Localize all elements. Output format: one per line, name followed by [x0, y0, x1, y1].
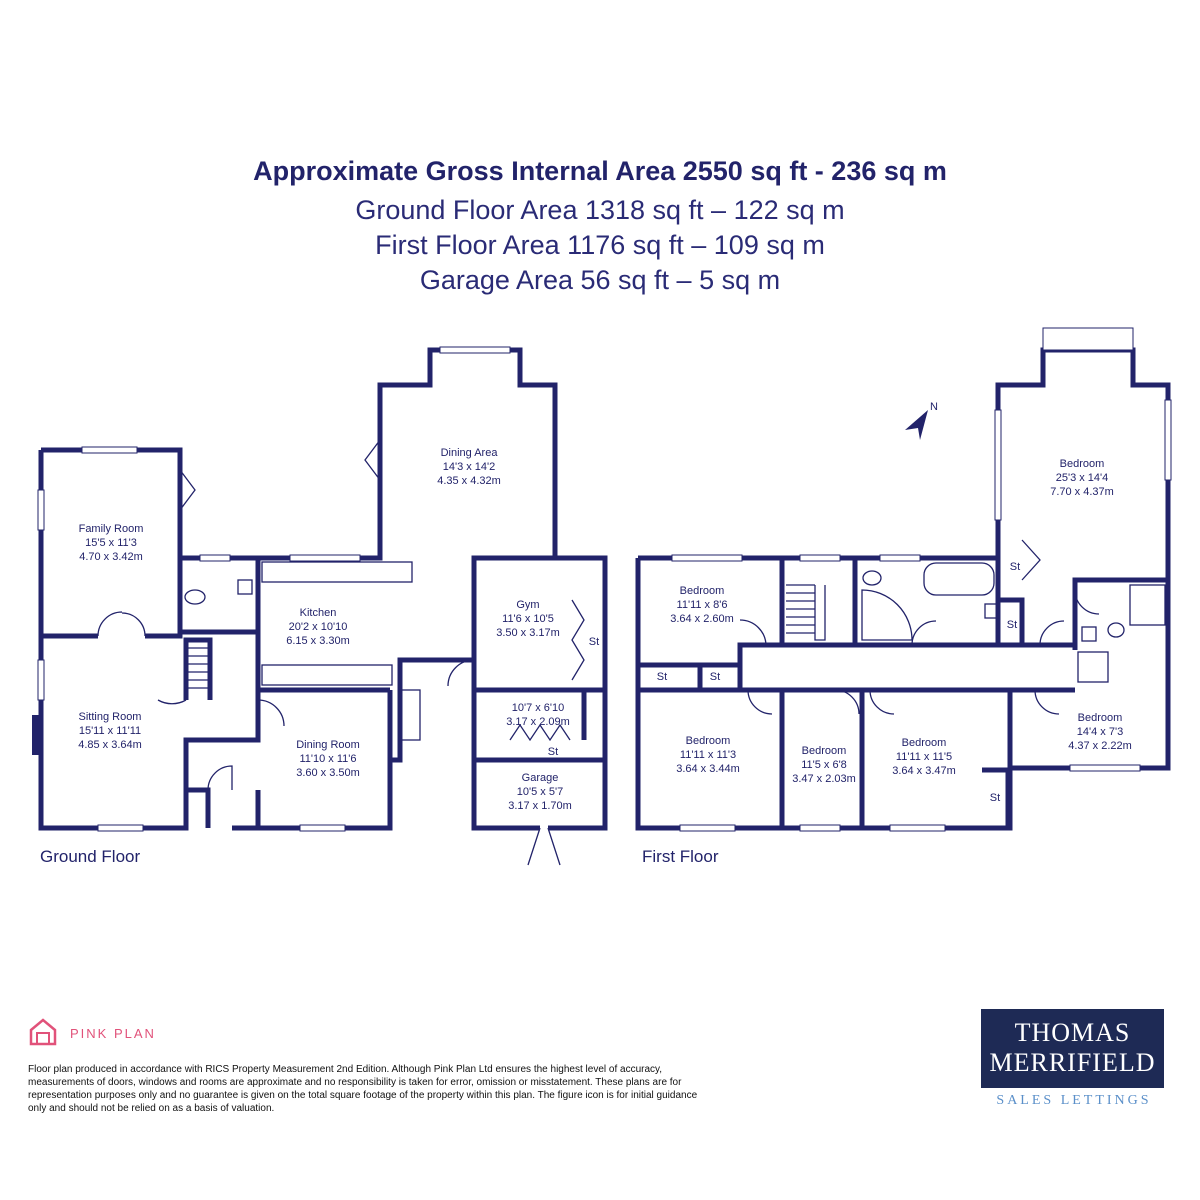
brand-subtitle: SALES LETTINGS — [996, 1093, 1152, 1108]
window-family-left — [38, 490, 44, 530]
first-floor-label: First Floor — [642, 847, 719, 866]
door-dining-room — [258, 700, 284, 726]
brand-line1: THOMAS — [1014, 1018, 1131, 1047]
wall-family-sitting — [41, 558, 180, 636]
store-label-first-3: St — [1009, 561, 1021, 573]
wall-family-block — [41, 450, 258, 828]
room-name-dining-room: Dining Room — [296, 739, 360, 751]
door-utility — [448, 660, 474, 686]
pink-plan-wordmark: PINK PLAN — [70, 1026, 156, 1041]
door-master-store — [1022, 540, 1040, 580]
ground-floor-plan — [32, 347, 605, 865]
room-imperial-dining-room: 11'10 x 11'6 — [299, 753, 357, 765]
thomas-merrifield-logo — [981, 1009, 1164, 1088]
wc-toilet — [185, 590, 205, 604]
door-family-double — [98, 612, 145, 636]
room-name-bed3: Bedroom — [801, 745, 847, 757]
door-ensuite — [1075, 590, 1099, 614]
window-master-left — [995, 410, 1001, 520]
window-stairs-top — [800, 555, 840, 561]
room-metric-bed4: 3.64 x 3.47m — [892, 765, 956, 777]
room-name-family: Family Room — [78, 523, 144, 535]
wall-first-bath — [782, 558, 1022, 645]
store-label-first-1: St — [656, 671, 668, 683]
total-area-heading: Approximate Gross Internal Area 2550 sq ft - 236 sq m — [253, 156, 947, 186]
window-dining-area-top — [440, 347, 510, 353]
window-dining-bottom — [300, 825, 345, 831]
room-metric-kitchen: 6.15 x 3.30m — [286, 635, 350, 647]
room-imperial-master: 25'3 x 14'4 — [1055, 472, 1109, 484]
north-label: N — [930, 401, 938, 413]
ground-floor-label: Ground Floor — [40, 847, 141, 866]
room-imperial-bed5: 14'4 x 7'3 — [1076, 726, 1124, 738]
room-imperial-garage: 10'5 x 5'7 — [516, 786, 564, 798]
window-bed3-bottom — [800, 825, 840, 831]
bath-basin — [985, 604, 997, 618]
window-sitting-left — [38, 660, 44, 700]
room-imperial-bed4: 11'11 x 11'5 — [895, 751, 953, 763]
room-name-bed4: Bedroom — [901, 737, 947, 749]
room-metric-master: 7.70 x 4.37m — [1050, 486, 1114, 498]
room-metric-sitting: 4.85 x 3.64m — [78, 739, 142, 751]
window-bed4-bottom — [890, 825, 945, 831]
stairs-ground — [188, 648, 208, 688]
room-name-bed1: Bedroom — [679, 585, 725, 597]
window-bed5-bottom — [1070, 765, 1140, 771]
room-imperial-dining-area: 14'3 x 14'2 — [442, 461, 496, 473]
door-bed5 — [1035, 690, 1059, 714]
room-imperial-sitting: 15'11 x 11'11 — [78, 725, 142, 737]
utility-sink — [400, 690, 420, 740]
wc-basin — [238, 580, 252, 594]
door-master — [1040, 621, 1064, 645]
room-metric-gym: 3.50 x 3.17m — [496, 627, 560, 639]
room-imperial-store-ground: 10'7 x 6'10 — [511, 702, 565, 714]
door-bed1 — [740, 620, 766, 646]
store-label-gym: St — [588, 636, 600, 648]
room-metric-bed2: 3.64 x 3.44m — [676, 763, 740, 775]
room-name-gym: Gym — [516, 599, 540, 611]
room-name-dining-area: Dining Area — [440, 447, 498, 459]
shower-quadrant — [862, 590, 912, 640]
wall-porch — [186, 790, 258, 828]
room-name-sitting: Sitting Room — [78, 711, 142, 723]
wall-stairs — [186, 640, 210, 700]
door-bed2 — [748, 690, 772, 714]
brand-line2: MERRIFIELD — [989, 1048, 1156, 1077]
room-imperial-kitchen: 20'2 x 10'10 — [288, 621, 348, 633]
room-name-master: Bedroom — [1059, 458, 1105, 470]
room-imperial-gym: 11'6 x 10'5 — [502, 613, 554, 625]
room-imperial-family: 15'5 x 11'3 — [85, 537, 137, 549]
room-metric-bed3: 3.47 x 2.03m — [792, 773, 856, 785]
fireplace — [32, 715, 41, 755]
window-master-right — [1165, 400, 1171, 480]
room-metric-bed1: 3.64 x 2.60m — [670, 613, 734, 625]
disclaimer-text: Floor plan produced in accordance with RICS Property Measurement 2nd Edition. Although Pink Plan Ltd ensures the highest level of accuracy, measurements of doors, windows and rooms are approximate and no responsibility is taken for error, omission or misstatement. These plans are for representation purposes only and no guarantee is given on the total square footage of the property within this plan. The figure icon is for initial guidance only and should not be relied on as a basis of valuation. — [28, 1064, 698, 1114]
door-bed4 — [870, 690, 894, 714]
room-imperial-bed3: 11'5 x 6'8 — [801, 759, 847, 771]
store-label-first-2: St — [709, 671, 721, 683]
window-bath-top — [880, 555, 920, 561]
room-metric-dining-room: 3.60 x 3.50m — [296, 767, 360, 779]
room-name-bed5: Bedroom — [1077, 712, 1123, 724]
ensuite-basin — [1082, 627, 1096, 641]
window-kitchen-top — [290, 555, 360, 561]
room-name-kitchen: Kitchen — [299, 607, 337, 619]
gym-storage-doors — [572, 600, 584, 680]
door-bath — [912, 621, 936, 645]
door-sitting — [158, 700, 186, 704]
room-imperial-bed2: 11'11 x 11'3 — [679, 749, 737, 761]
first-floor-plan — [638, 328, 1171, 831]
ensuite-toilet — [1108, 623, 1124, 637]
room-metric-bed5: 4.37 x 2.22m — [1068, 740, 1132, 752]
store-label-first-5: St — [989, 792, 1001, 804]
stairs-first — [786, 585, 825, 640]
store-label-ground: St — [547, 746, 559, 758]
ensuite-shower — [1130, 585, 1165, 625]
room-name-garage: Garage — [521, 772, 559, 784]
room-metric-family: 4.70 x 3.42m — [79, 551, 143, 563]
bathtub — [924, 563, 994, 595]
first-floor-area-heading: First Floor Area 1176 sq ft – 109 sq m — [375, 230, 825, 260]
room-name-bed2: Bedroom — [685, 735, 731, 747]
window-family-top — [82, 447, 137, 453]
pink-plan-logo-icon — [28, 1017, 58, 1047]
window-bed1-top — [672, 555, 742, 561]
kitchen-counter-bottom — [262, 665, 392, 685]
door-porch — [208, 766, 232, 790]
bath-toilet — [863, 571, 881, 585]
room-metric-dining-area: 4.35 x 4.32m — [437, 475, 501, 487]
ground-floor-area-heading: Ground Floor Area 1318 sq ft – 122 sq m — [355, 195, 845, 225]
window-wc-top — [200, 555, 230, 561]
room-metric-store-ground: 3.17 x 2.09m — [506, 716, 570, 728]
wall-first-landing — [638, 665, 1075, 690]
window-bed2-bottom — [680, 825, 735, 831]
store-label-first-4: St — [1006, 619, 1018, 631]
kitchen-counter-top — [262, 562, 412, 582]
shower-bed5 — [1078, 652, 1108, 682]
door-bed3 — [835, 690, 859, 714]
garage-area-heading: Garage Area 56 sq ft – 5 sq m — [419, 265, 781, 295]
window-bay-master — [1043, 328, 1133, 350]
window-sitting-bottom — [98, 825, 143, 831]
door-garage — [528, 828, 560, 865]
north-arrow-icon — [905, 410, 928, 440]
north-arrow — [905, 401, 938, 440]
room-imperial-bed1: 11'11 x 8'6 — [676, 599, 728, 611]
room-metric-garage: 3.17 x 1.70m — [508, 800, 572, 812]
